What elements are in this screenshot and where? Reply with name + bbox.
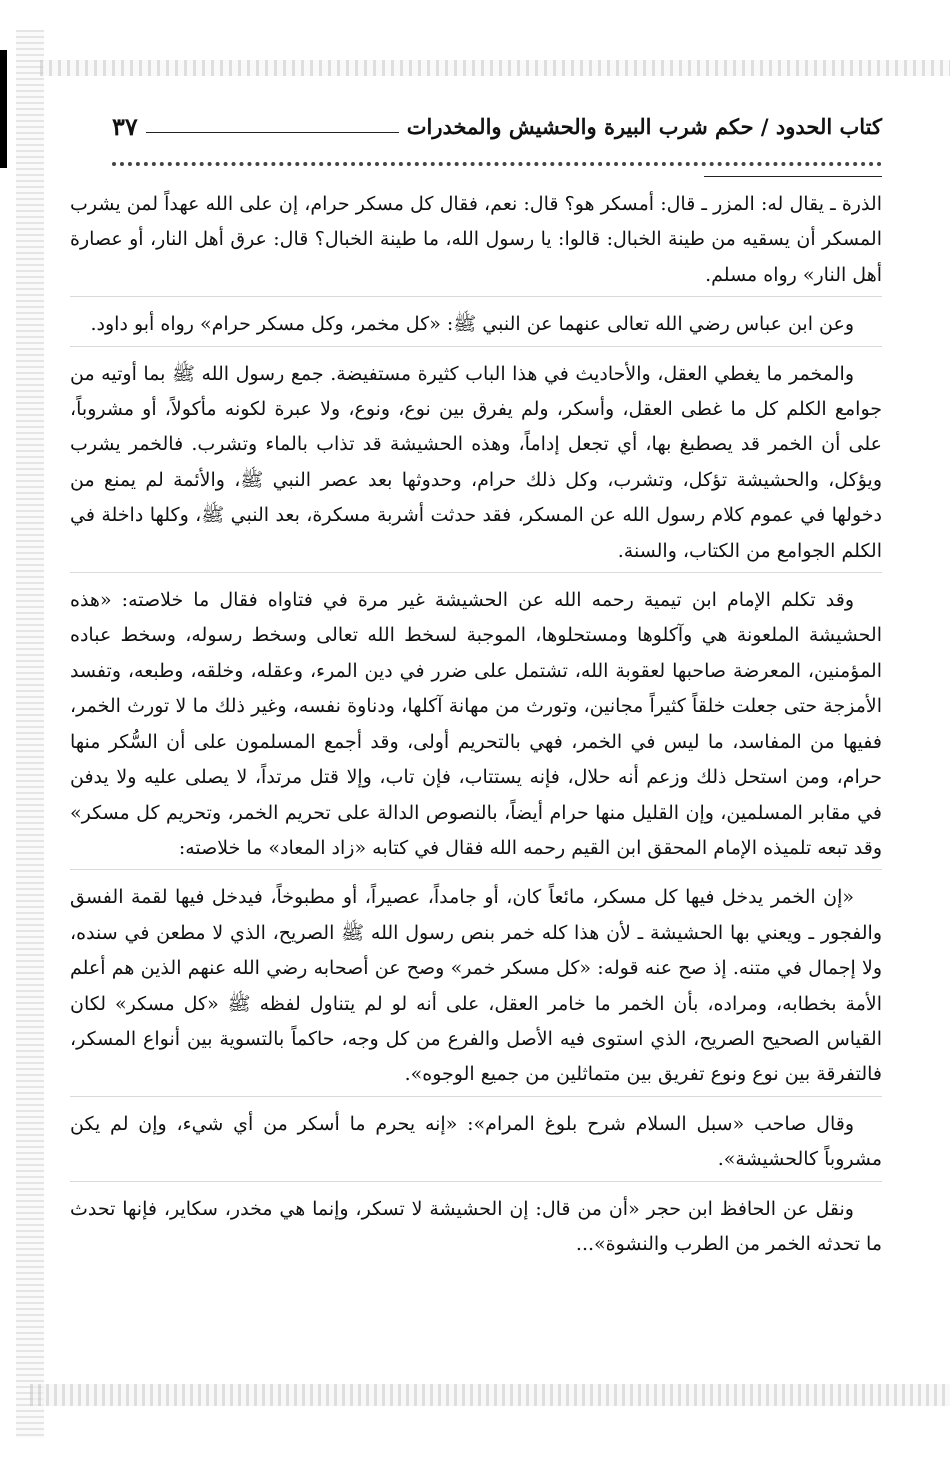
dotted-divider <box>112 150 882 166</box>
short-rule <box>704 176 882 177</box>
paragraph-separator <box>70 1181 882 1188</box>
paragraph-6: وقال صاحب «سبل السلام شرح بلوغ المرام»: «إنه يحرم ما أسكر من أي شيء، وإن لم يكن مشروباً كالحشيشة». <box>70 1112 882 1171</box>
page-number: ٣٧ <box>112 111 138 141</box>
paragraph-1: الذرة ـ يقال له: المزر ـ قال: أمسكر هو؟ قال: نعم، فقال كل مسكر حرام، إن على الله عهداً لمن يشرب المسكر أن يسقيه من طينة الخبال: قالوا: يا رسول الله، ما طينة الخبال؟ قال: عرق أهل النار، أو عصارة أهل النار» رواه مسلم. <box>70 193 882 286</box>
paragraph-separator <box>70 1096 882 1103</box>
binding-mark <box>0 50 7 168</box>
scan-edge-top <box>40 60 950 76</box>
scan-edge-left <box>16 30 44 1438</box>
paragraph-separator <box>70 572 882 579</box>
paragraph-separator <box>70 346 882 353</box>
paragraph-7: ونقل عن الحافظ ابن حجر «أن من قال: إن الحشيشة لا تسكر، وإنما هي مخدر، سكاير، فإنها تحدث ما تحدثه الخمر من الطرب والنشوة»... <box>70 1197 882 1255</box>
paragraph-separator <box>70 296 882 303</box>
paragraph-separator <box>70 869 882 876</box>
page-body <box>70 187 882 1262</box>
running-title: كتاب الحدود / حكم شرب البيرة والحشيش والمخدرات <box>406 113 882 139</box>
paragraph-2: وعن ابن عباس رضي الله تعالى عنهما عن النبي ﷺ: «كل مخمر، وكل مسكر حرام» رواه أبو داود. <box>90 313 854 336</box>
paragraph-4: وقد تكلم الإمام ابن تيمية رحمه الله عن الحشيشة غير مرة في فتاواه فقال ما خلاصته: «هذه الحشيشة الملعونة هي وآكلوها ومستحلوها، الموجبة لسخط الله تعالى وسخط رسوله، وسخط عباده المؤمنين، المعرضة صاحبها لعقوبة الله، تشتمل على ضرر في دين المرء، وعقله، وخلقه، وطبعه، وتفسد الأمزجة حتى جعلت خلقاً كثيراً مجانين، وتورث من مهانة آكلها، ودناوة نفسه، وغير ذلك ما لا تورث الخمر، ففيها من المفاسد، ما ليس في الخمر، فهي بالتحريم أولى، وقد أجمع المسلمون على أن السُّكر منها حرام، ومن استحل ذلك وزعم أنه حلال، فإنه يستتاب، فإن تاب، وإلا قتل مرتداً، لا يصلى عليه ولا يدفن في مقابر المسلمين، وإن القليل منها حرام أيضاً، بالنصوص الدالة على تحريم الخمر، وتحريم كل مسكر» وقد تبعه تلميذه الإمام المحقق ابن القيم رحمه الله فقال في كتابه «زاد المعاد» ما خلاصته: <box>70 589 882 859</box>
scan-edge-bottom <box>30 1384 950 1406</box>
header-rule <box>146 120 399 133</box>
page-header <box>112 107 882 145</box>
paragraph-3: والمخمر ما يغطي العقل، والأحاديث في هذا الباب كثيرة مستفيضة. جمع رسول الله ﷺ بما أوتيه من جوامع الكلم كل ما غطى العقل، وأسكر، ولم يفرق بين نوع، ونوع، ولا عبرة لكونه مأكولاً، أو مشروباً، على أن الخمر قد يصطبغ بها، أي تجعل إداماً، وهذه الحشيشة قد تذاب بالماء وتشرب. فالخمر يشرب ويؤكل، والحشيشة تؤكل، وتشرب، وكل ذلك حرام، وحدوثها بعد عصر النبي ﷺ، والأئمة لم يمنع من دخولها في عموم كلام رسول الله عن المسكر، فقد حدثت أشربة مسكرة، بعد النبي ﷺ، وكلها داخلة في الكلم الجوامع من الكتاب، والسنة. <box>70 362 882 562</box>
paragraph-5: «إن الخمر يدخل فيها كل مسكر، مائعاً كان، أو جامداً، عصيراً، أو مطبوخاً، فيدخل فيها لقمة الفسق والفجور ـ ويعني بها الحشيشة ـ لأن هذا كله خمر بنص رسول الله ﷺ الصريح، الذي لا مطعن في سنده، ولا إجمال في متنه. إذ صح عنه قوله: «كل مسكر خمر» وصح عن أصحابه رضي الله عنهم الذين هم أعلم الأمة بخطابه، ومراده، بأن الخمر ما خامر العقل، على أنه لو لم يتناول لفظه ﷺ «كل مسكر» لكان القياس الصحيح الصريح، الذي استوى فيه الأصل والفرع من كل وجه، حاكماً بالتسوية بين أنواع المسكر، فالتفرقة بين نوع ونوع تفريق بين متماثلين من جميع الوجوه». <box>70 886 882 1086</box>
